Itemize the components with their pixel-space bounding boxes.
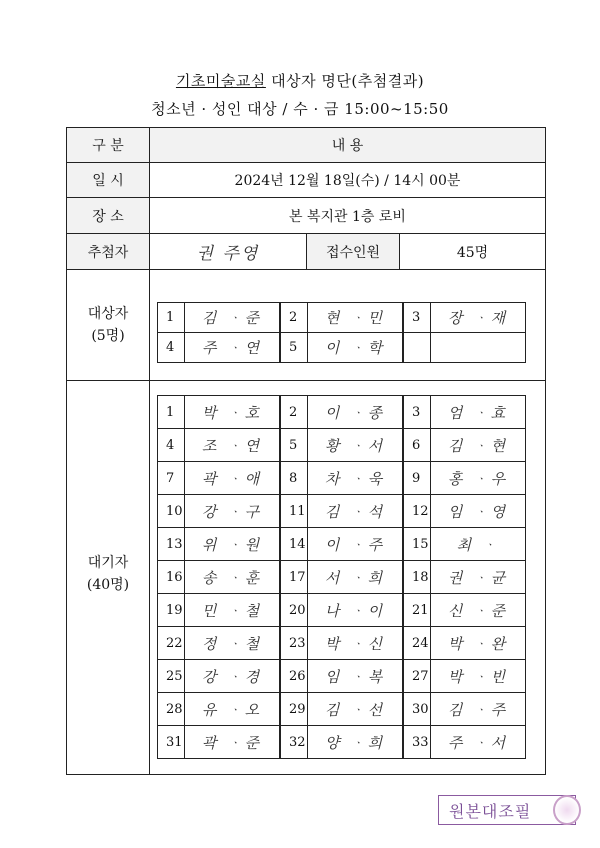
result-table: [66, 127, 546, 775]
list-item-name: 신 ᆞ준: [430, 593, 526, 627]
list-item-name: 서 ᆞ희: [307, 560, 403, 594]
list-item-number: 5: [280, 332, 308, 363]
date-value: 2024년 12월 18일(수) / 14시 00분: [149, 162, 546, 198]
list-item-name: [430, 332, 526, 363]
content-header: 내 용: [149, 127, 546, 163]
list-item-number: 4: [157, 332, 185, 363]
list-item-number: 7: [157, 461, 185, 495]
list-item-name: 나 ᆞ이: [307, 593, 403, 627]
list-item-number: 23: [280, 626, 308, 660]
list-item-number: 2: [280, 302, 308, 333]
document-title: [0, 70, 600, 91]
list-item-number: 30: [403, 692, 431, 726]
applicants-value: 45명: [399, 233, 546, 270]
list-item-number: 33: [403, 725, 431, 759]
list-item-number: 5: [280, 428, 308, 462]
list-item-name: 정 ᆞ철: [184, 626, 280, 660]
list-item-name: 권 ᆞ균: [430, 560, 526, 594]
list-item-name: 김 ᆞ석: [307, 494, 403, 528]
list-item-name: 위 ᆞ원: [184, 527, 280, 561]
document-subtitle: 청소년 · 성인 대상 / 수 · 금 15:00~15:50: [151, 100, 449, 118]
drawer-signature: 권 주영: [149, 233, 307, 270]
list-item-name: 김 ᆞ현: [430, 428, 526, 462]
list-item-number: 15: [403, 527, 431, 561]
list-item-name: 강 ᆞ경: [184, 659, 280, 693]
list-item-name: 조 ᆞ연: [184, 428, 280, 462]
title-program: 기초미술교실: [175, 72, 266, 90]
list-item-name: 엄 ᆞ효: [430, 395, 526, 429]
place-label: 장 소: [66, 197, 150, 234]
original-copy-stamp: 원본대조필: [438, 795, 576, 825]
drawer-label: 추첨자: [66, 233, 150, 270]
list-item-number: 22: [157, 626, 185, 660]
list-item-name: 김 ᆞ준: [184, 302, 280, 333]
list-item-number: 3: [403, 302, 431, 333]
list-item-name: 박 ᆞ호: [184, 395, 280, 429]
list-item-name: 곽 ᆞ준: [184, 725, 280, 759]
list-item-number: 27: [403, 659, 431, 693]
list-item-name: 박 ᆞ완: [430, 626, 526, 660]
list-item-number: 1: [157, 302, 185, 333]
list-item-number: 10: [157, 494, 185, 528]
list-item-number: 13: [157, 527, 185, 561]
applicants-label: 접수인원: [306, 233, 400, 270]
list-item-name: 강 ᆞ구: [184, 494, 280, 528]
list-item-name: 주 ᆞ서: [430, 725, 526, 759]
list-item-name: 현 ᆞ민: [307, 302, 403, 333]
list-item-name: 임 ᆞ영: [430, 494, 526, 528]
selected-label: 대상자: [87, 306, 129, 322]
list-item-name: 김 ᆞ주: [430, 692, 526, 726]
list-item-name: 장 ᆞ재: [430, 302, 526, 333]
list-item-number: 21: [403, 593, 431, 627]
list-item-number: 6: [403, 428, 431, 462]
selected-count: (5명): [91, 328, 125, 344]
list-item-number: 2: [280, 395, 308, 429]
list-item-number: 26: [280, 659, 308, 693]
list-item-number: 25: [157, 659, 185, 693]
list-item-number: 12: [403, 494, 431, 528]
list-item-name: 박 ᆞ신: [307, 626, 403, 660]
list-item-name: 임 ᆞ복: [307, 659, 403, 693]
date-label: 일 시: [66, 162, 150, 198]
list-item-number: 1: [157, 395, 185, 429]
list-item-name: 유 ᆞ오: [184, 692, 280, 726]
list-item-name: 이 ᆞ학: [307, 332, 403, 363]
list-item-number: [403, 332, 431, 363]
list-item-name: 송 ᆞ훈: [184, 560, 280, 594]
seal-icon: [553, 795, 581, 825]
list-item-number: 29: [280, 692, 308, 726]
list-item-number: 4: [157, 428, 185, 462]
list-item-name: 이 ᆞ종: [307, 395, 403, 429]
list-item-number: 28: [157, 692, 185, 726]
list-item-number: 16: [157, 560, 185, 594]
list-item-number: 32: [280, 725, 308, 759]
list-item-number: 24: [403, 626, 431, 660]
list-item-number: 20: [280, 593, 308, 627]
list-item-name: 박 ᆞ빈: [430, 659, 526, 693]
list-item-name: 곽 ᆞ애: [184, 461, 280, 495]
list-item-name: 김 ᆞ선: [307, 692, 403, 726]
list-item-name: 이 ᆞ주: [307, 527, 403, 561]
title-rest: 대상자 명단(추첨결과): [265, 72, 425, 90]
list-item-number: 31: [157, 725, 185, 759]
list-item-number: 8: [280, 461, 308, 495]
list-item-name: 황 ᆞ서: [307, 428, 403, 462]
list-item-name: 최 ᆞ: [430, 527, 526, 561]
list-item-number: 14: [280, 527, 308, 561]
list-item-number: 9: [403, 461, 431, 495]
category-header: 구 분: [66, 127, 150, 163]
list-item-number: 18: [403, 560, 431, 594]
list-item-number: 11: [280, 494, 308, 528]
place-value: 본 복지관 1층 로비: [149, 197, 546, 234]
list-item-number: 3: [403, 395, 431, 429]
list-item-name: 홍 ᆞ우: [430, 461, 526, 495]
waitlist-count: (40명): [86, 577, 130, 593]
waitlist-label: 대기자: [87, 555, 129, 571]
list-item-number: 17: [280, 560, 308, 594]
list-item-name: 양 ᆞ희: [307, 725, 403, 759]
list-item-name: 민 ᆞ철: [184, 593, 280, 627]
list-item-name: 차 ᆞ욱: [307, 461, 403, 495]
list-item-number: 19: [157, 593, 185, 627]
list-item-name: 주 ᆞ연: [184, 332, 280, 363]
